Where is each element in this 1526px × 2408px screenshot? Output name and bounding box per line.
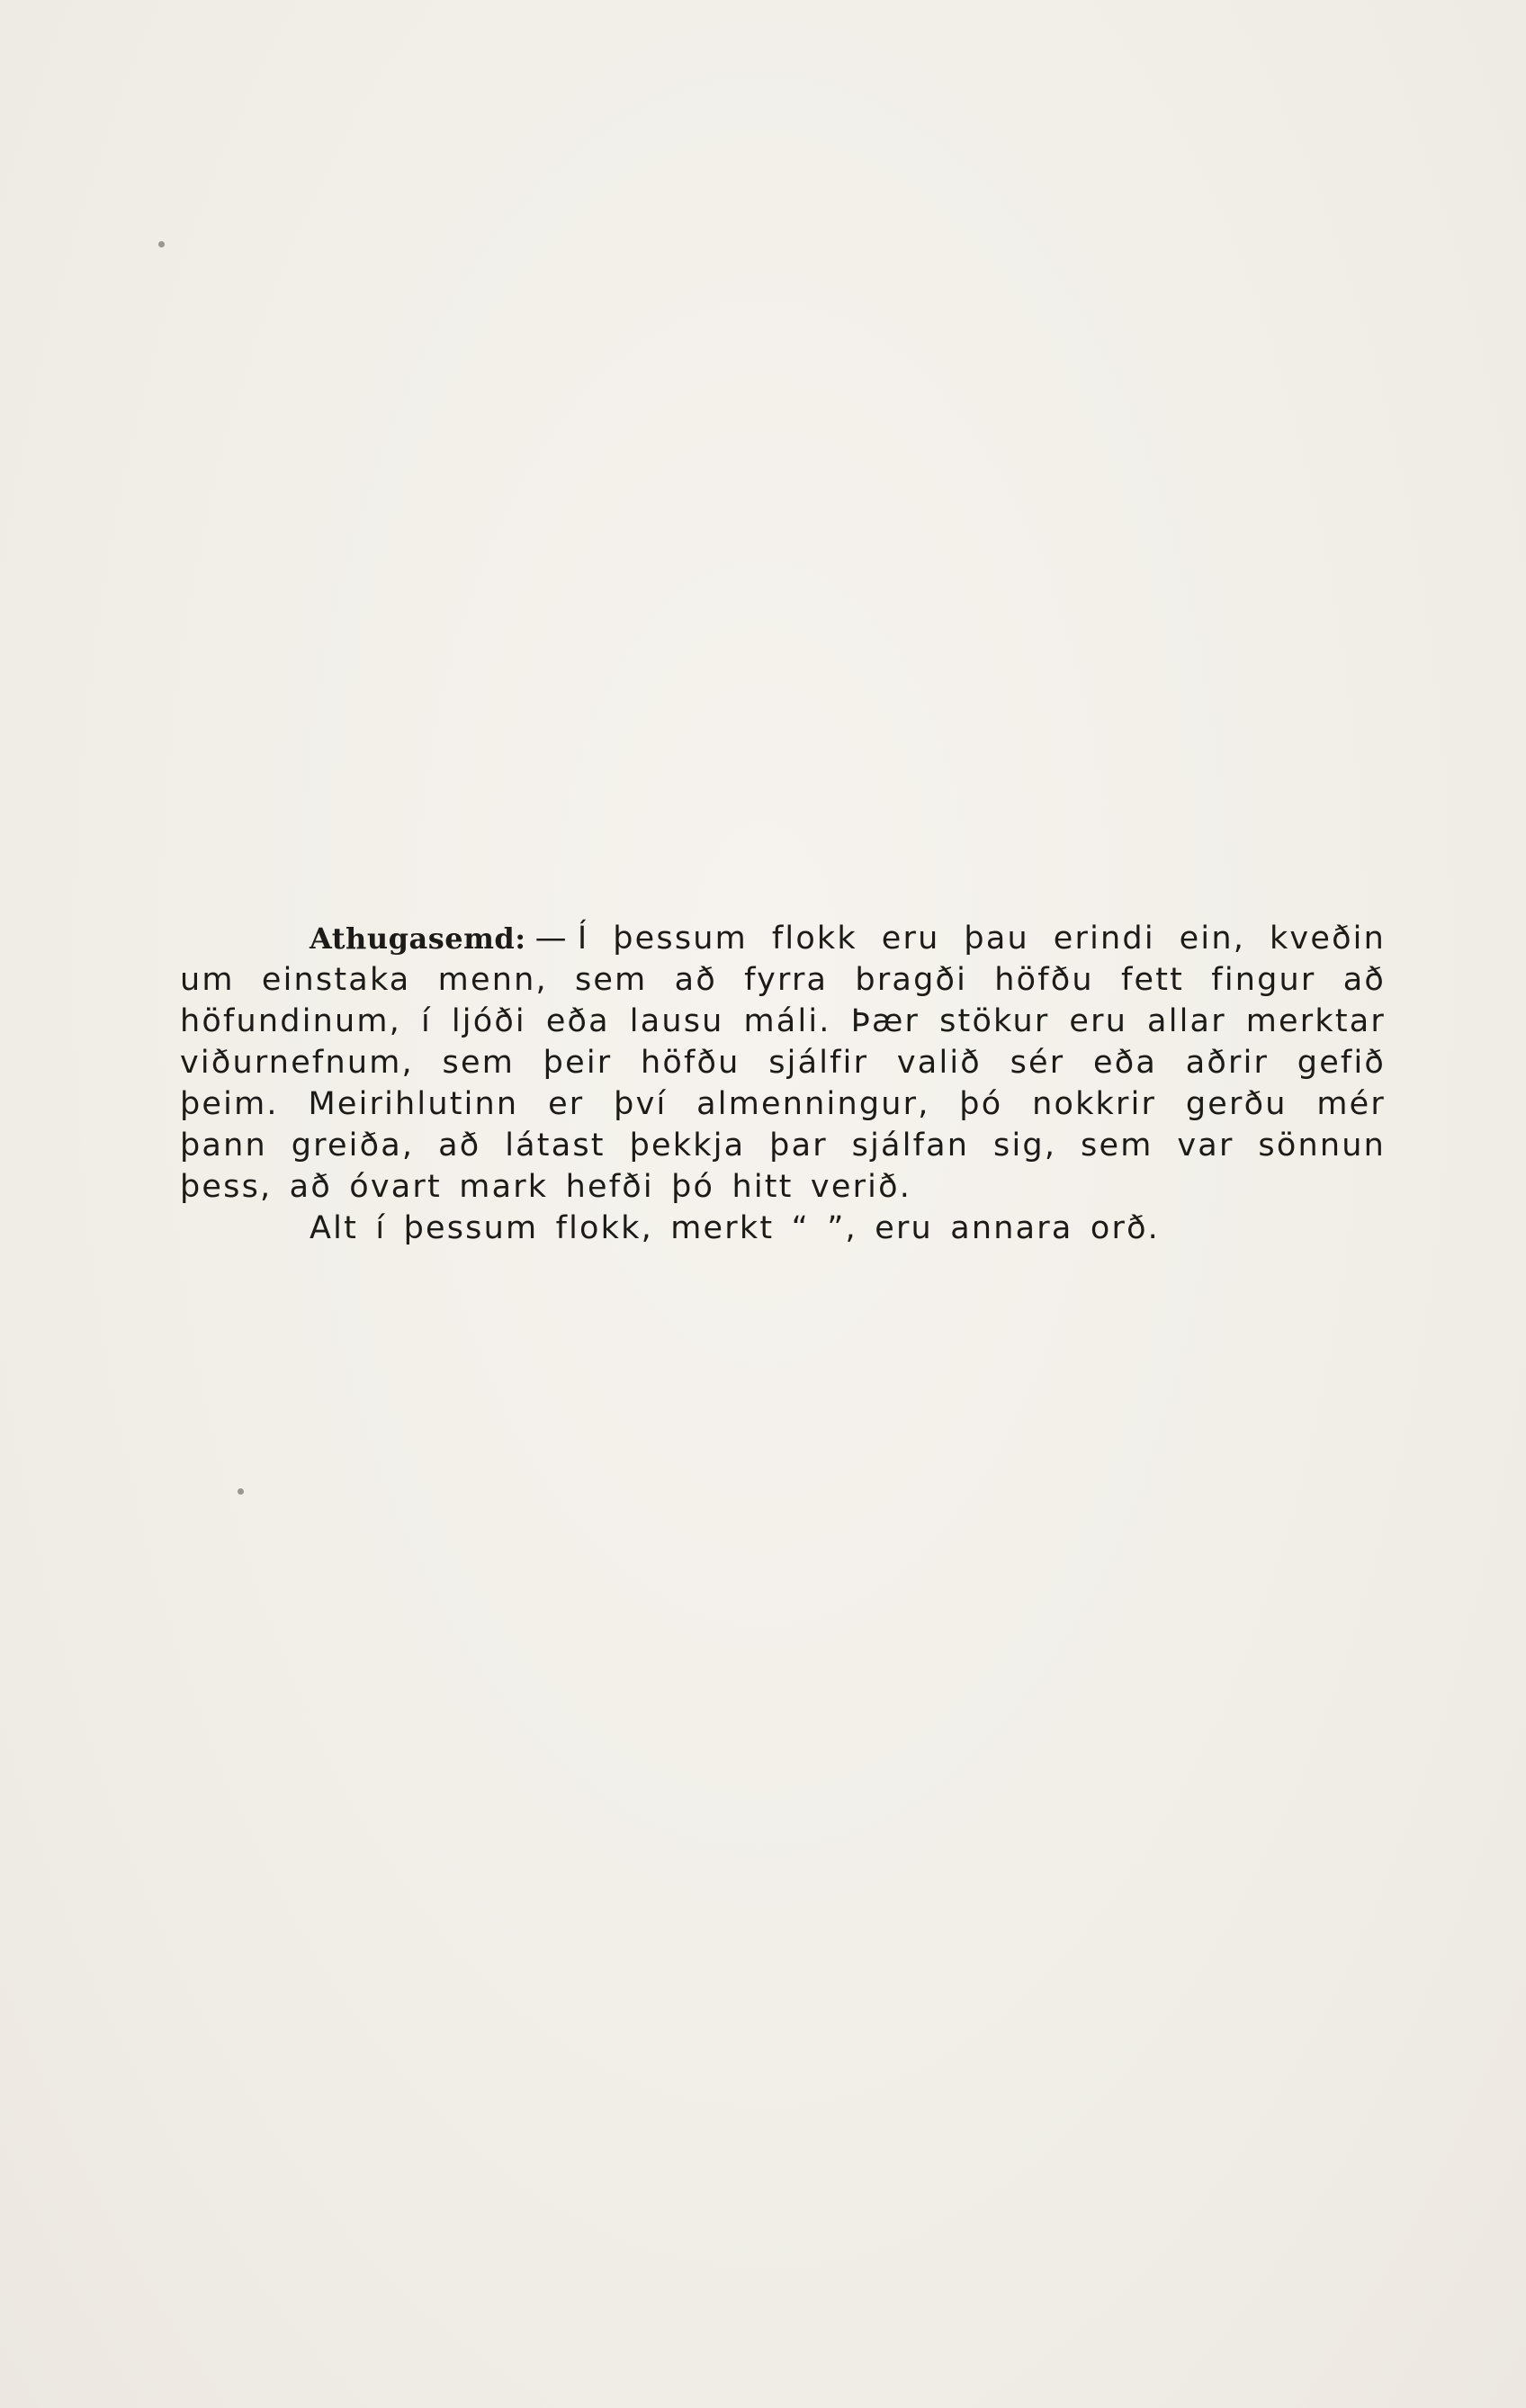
page-speck-mark — [158, 241, 165, 247]
note-paragraph-2: Alt í þessum flokk, merkt “ ”, eru annara orð. — [310, 1210, 1161, 1246]
note-paragraph-1 — [180, 918, 1386, 1208]
page-speck-mark — [238, 1488, 244, 1495]
note-text-block — [180, 918, 1386, 1249]
note-paragraph-1-text: Í þessum flokk eru þau erindi ein, kveðin um einstaka menn, sem að fyrra bragði höfðu fett fingur að höfundinum, í ljóði eða lausu máli. Þær stökur eru allar merktar viðurnefnum, sem þeir höfðu sjálfir valið sér eða aðrir gefið þeim. Meirihlutinn er því almenningur, þó nokkrir gerðu mér þann greiða, að látast þekkja þar sjálfan sig, sem var sönnun þess, að óvart mark hefði þó hitt verið. — [180, 921, 1386, 1205]
note-dash: — — [534, 921, 569, 957]
note-lead-heading: Athugasemd: — [310, 921, 526, 956]
